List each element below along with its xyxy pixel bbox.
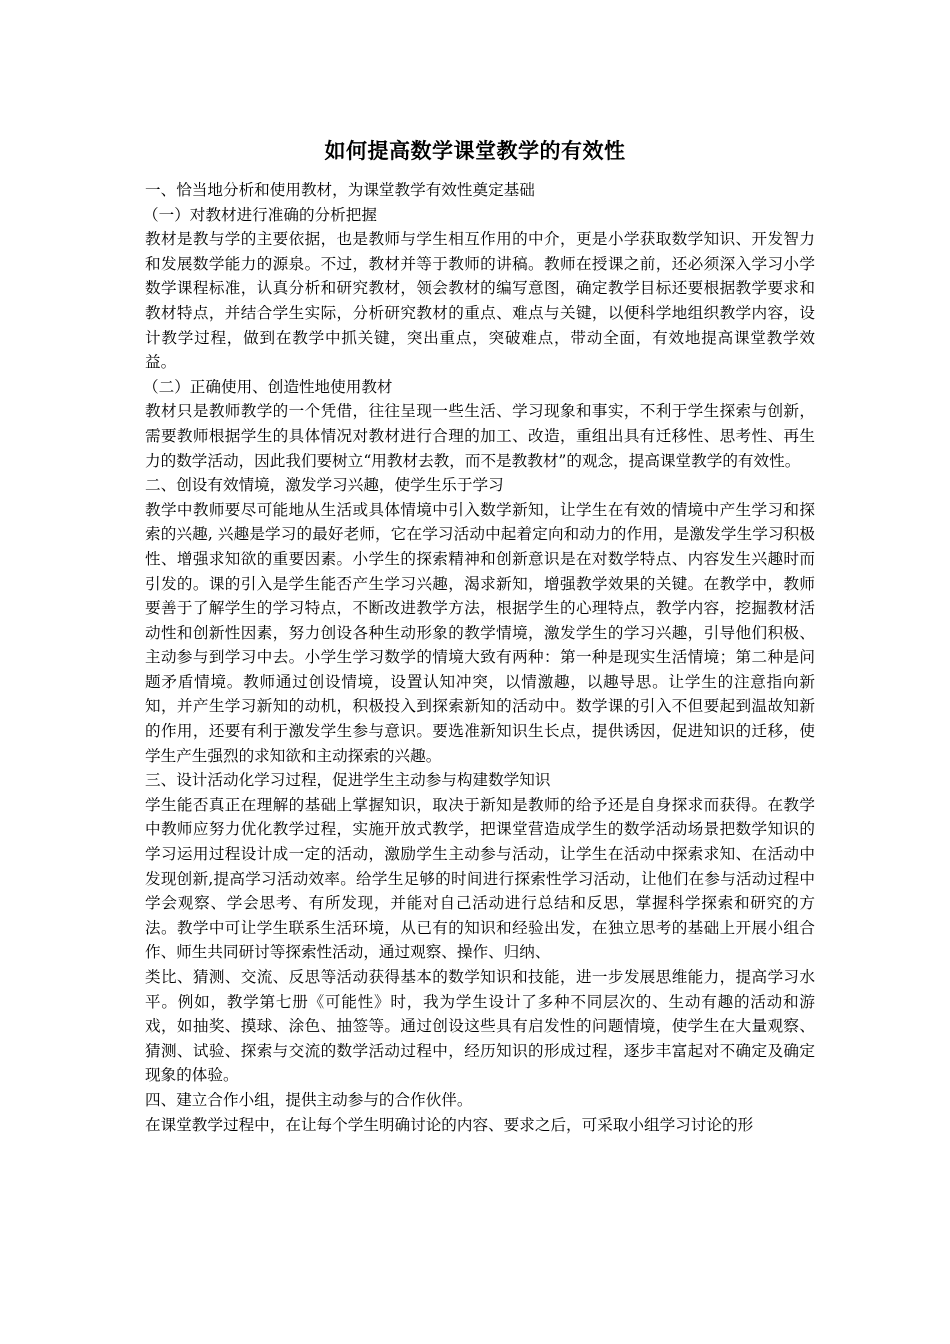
- paragraph-1: 教材是教与学的主要依据，也是教师与学生相互作用的中介，更是小学获取数学知识、开发智力和发展数学能力的源泉。不过，教材并等于教师的讲稿。教师在授课之前，还必须深入学习小学数学课程标准，认真分析和研究教材，领会教材的编写意图，确定教学目标还要根据教学要求和教材特点，并结合学生实际，分析研究教材的重点、难点与关键，以便科学地组织教学内容，设计教学过程，做到在教学中抓关键，突出重点，突破难点，带动全面，有效地提高课堂教学效益。: [145, 230, 815, 372]
- paragraph-3: 教学中教师要尽可能地从生活或具体情境中引入数学新知，让学生在有效的情境中产生学习和探索的兴趣, 兴趣是学习的最好老师，它在学习活动中起着定向和动力的作用，是激发学生学习积极性、增强求知欲的重要因素。小学生的探索精神和创新意识是在对数学特点、内容发生兴趣时而引发的。课的引入是学生能否产生学习兴趣，渴求新知，增强教学效果的关键。在教学中，教师要善于了解学生的学习特点，不断改进教学方法，根据学生的心理特点，教学内容，挖掘教材活动性和创新性因素，努力创设各种生动形象的教学情境，激发学生的学习兴趣，引导他们积极、主动参与到学习中去。小学生学习数学的情境大致有两种：第一种是现实生活情境；第二种是问题矛盾情境。教师通过创设情境，设置认知冲突，以情激趣，以趣导思。让学生的注意指向新知，并产生学习新知的动机，积极投入到探索新知的活动中。数学课的引入不但要起到温故知新的作用，还要有利于激发学生参与意识。要选准新知识生长点，提供诱因，促进知识的迁移，使学生产生强烈的求知欲和主动探索的兴趣。: [145, 500, 815, 765]
- section-heading-1: 一、恰当地分析和使用教材，为课堂教学有效性奠定基础: [145, 181, 535, 199]
- subsection-heading-1-1: （一）对教材进行准确的分析把握: [143, 205, 377, 224]
- paragraph-4: 学生能否真正在理解的基础上掌握知识，取决于新知是教师的给予还是自身探求而获得。在教学中教师应努力优化教学过程，实施开放式教学，把课堂营造成学生的数学活动场景把数学知识的学习运用过程设计成一定的活动，激励学生主动参与活动，让学生在活动中探索求知、在活动中发现创新,提高学习活动效率。给学生足够的时间进行探索性学习活动，让他们在参与活动过程中学会观察、学会思考、有所发现，并能对自己活动进行总结和反思，掌握科学探索和研究的方法。教学中可让学生联系生活环境，从已有的知识和经验出发，在独立思考的基础上开展小组合作、师生共同研讨等探索性活动，通过观察、操作、归纳、: [145, 795, 815, 962]
- paragraph-6: 在课堂教学过程中，在让每个学生明确讨论的内容、要求之后，可采取小组学习讨论的形: [145, 1115, 754, 1134]
- paragraph-2: 教材只是教师教学的一个凭借，往往呈现一些生活、学习现象和事实，不利于学生探索与创新，需要教师根据学生的具体情况对教材进行合理的加工、改造，重组出具有迁移性、思考性、再生力的数学活动，因此我们要树立“用教材去教，而不是教教材”的观念，提高课堂教学的有效性。: [145, 402, 815, 470]
- paragraph-5: 类比、猜测、交流、反思等活动获得基本的数学知识和技能，进一步发展思维能力，提高学习水平。例如，教学第七册《可能性》时，我为学生设计了多种不同层次的、生动有趣的活动和游戏，如抽奖、摸球、涂色、抽签等。通过创设这些具有启发性的问题情境，使学生在大量观察、猜测、试验、探索与交流的数学活动过程中，经历知识的形成过程，逐步丰富起对不确定及确定现象的体验。: [145, 968, 815, 1085]
- section-heading-3: 三、设计活动化学习过程，促进学生主动参与构建数学知识: [145, 771, 551, 790]
- subsection-heading-1-2: （二）正确使用、创造性地使用教材: [143, 377, 393, 396]
- document-title: 如何提高数学课堂教学的有效性: [324, 138, 626, 163]
- section-heading-4: 四、建立合作小组，提供主动参与的合作伙伴。: [145, 1090, 473, 1109]
- section-heading-2: 二、创设有效情境，激发学习兴趣，使学生乐于学习: [145, 476, 504, 495]
- document-body: [145, 178, 815, 1137]
